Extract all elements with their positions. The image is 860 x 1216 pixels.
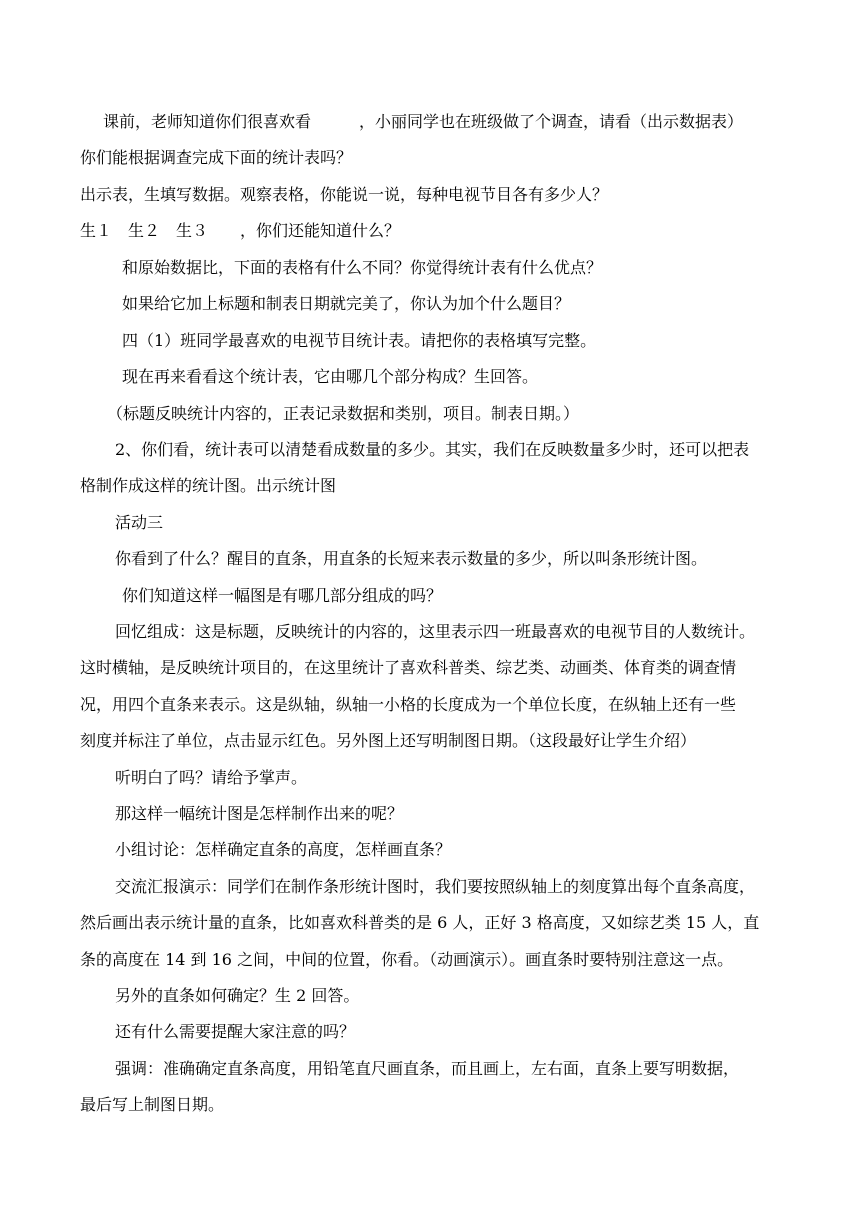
paragraph-line: 然后画出表示统计量的直条，比如喜欢科普类的是 6 人，正好 3 格高度，又如综艺类 15 人，直 bbox=[80, 913, 760, 932]
paragraph-line: 课前，老师知道你们很喜欢看 ，小丽同学也在班级做了个调查，请看（出示数据表） bbox=[103, 112, 744, 131]
paragraph-line: 那这样一幅统计图是怎样制作出来的呢？ bbox=[115, 804, 404, 823]
paragraph-line: 听明白了吗？请给予掌声。 bbox=[115, 768, 308, 787]
paragraph-line: 和原始数据比，下面的表格有什么不同？你觉得统计表有什么优点？ bbox=[122, 258, 603, 277]
paragraph-line: 这时横轴，是反映统计项目的，在这里统计了喜欢科普类、综艺类、动画类、体育类的调查情 bbox=[80, 658, 737, 677]
paragraph-line: 条的高度在 14 到 16 之间，中间的位置，你看。（动画演示）。画直条时要特别注意这一点。 bbox=[80, 950, 734, 969]
paragraph-line: 刻度并标注了单位，点击显示红色。另外图上还写明制图日期。（这段最好让学生介绍） bbox=[80, 731, 697, 750]
paragraph-line: （标题反映统计内容的，正表记录数据和类别，项目。制表日期。） bbox=[107, 404, 580, 423]
paragraph-line: 强调：准确确定直条高度，用铅笔直尺画直条，而且画上，左右面，直条上要写明数据， bbox=[115, 1059, 740, 1078]
paragraph-line: 况，用四个直条来表示。这是纵轴，纵轴一小格的长度成为一个单位长度，在纵轴上还有一些 bbox=[80, 695, 737, 714]
paragraph-line: 现在再来看看这个统计表，它由哪几个部分构成？生回答。 bbox=[122, 367, 539, 386]
paragraph-line: 格制作成这样的统计图。出示统计图 bbox=[80, 476, 337, 495]
paragraph-line: 如果给它加上标题和制表日期就完美了，你认为加个什么题目？ bbox=[122, 294, 571, 313]
paragraph-line: 你们能根据调查完成下面的统计表吗？ bbox=[80, 148, 353, 167]
paragraph-line: 另外的直条如何确定？生 2 回答。 bbox=[115, 986, 360, 1005]
paragraph-line: 你看到了什么？醒目的直条，用直条的长短来表示数量的多少，所以叫条形统计图。 bbox=[115, 549, 708, 568]
paragraph-line: 生１ 生２ 生３ ，你们还能知道什么？ bbox=[80, 221, 401, 240]
section-heading: 活动三 bbox=[115, 513, 164, 532]
paragraph-line: 最后写上制图日期。 bbox=[80, 1095, 225, 1114]
paragraph-line: 还有什么需要提醒大家注意的吗？ bbox=[115, 1022, 356, 1041]
paragraph-line: 出示表，生填写数据。观察表格，你能说一说，每种电视节目各有多少人？ bbox=[80, 185, 609, 204]
paragraph-line: 你们知道这样一幅图是有哪几部分组成的吗？ bbox=[122, 586, 443, 605]
paragraph-line: 交流汇报演示：同学们在制作条形统计图时，我们要按照纵轴上的刻度算出每个直条高度， bbox=[115, 877, 756, 896]
paragraph-line: 四（1）班同学最喜欢的电视节目统计表。请把你的表格填写完整。 bbox=[122, 331, 597, 350]
paragraph-line: 2、你们看，统计表可以清楚看成数量的多少。其实，我们在反映数量多少时，还可以把表 bbox=[115, 440, 750, 459]
paragraph-line: 回忆组成：这是标题，反映统计的内容的，这里表示四一班最喜欢的电视节目的人数统计。 bbox=[115, 622, 756, 641]
paragraph-line: 小组讨论：怎样确定直条的高度，怎样画直条？ bbox=[115, 840, 452, 859]
